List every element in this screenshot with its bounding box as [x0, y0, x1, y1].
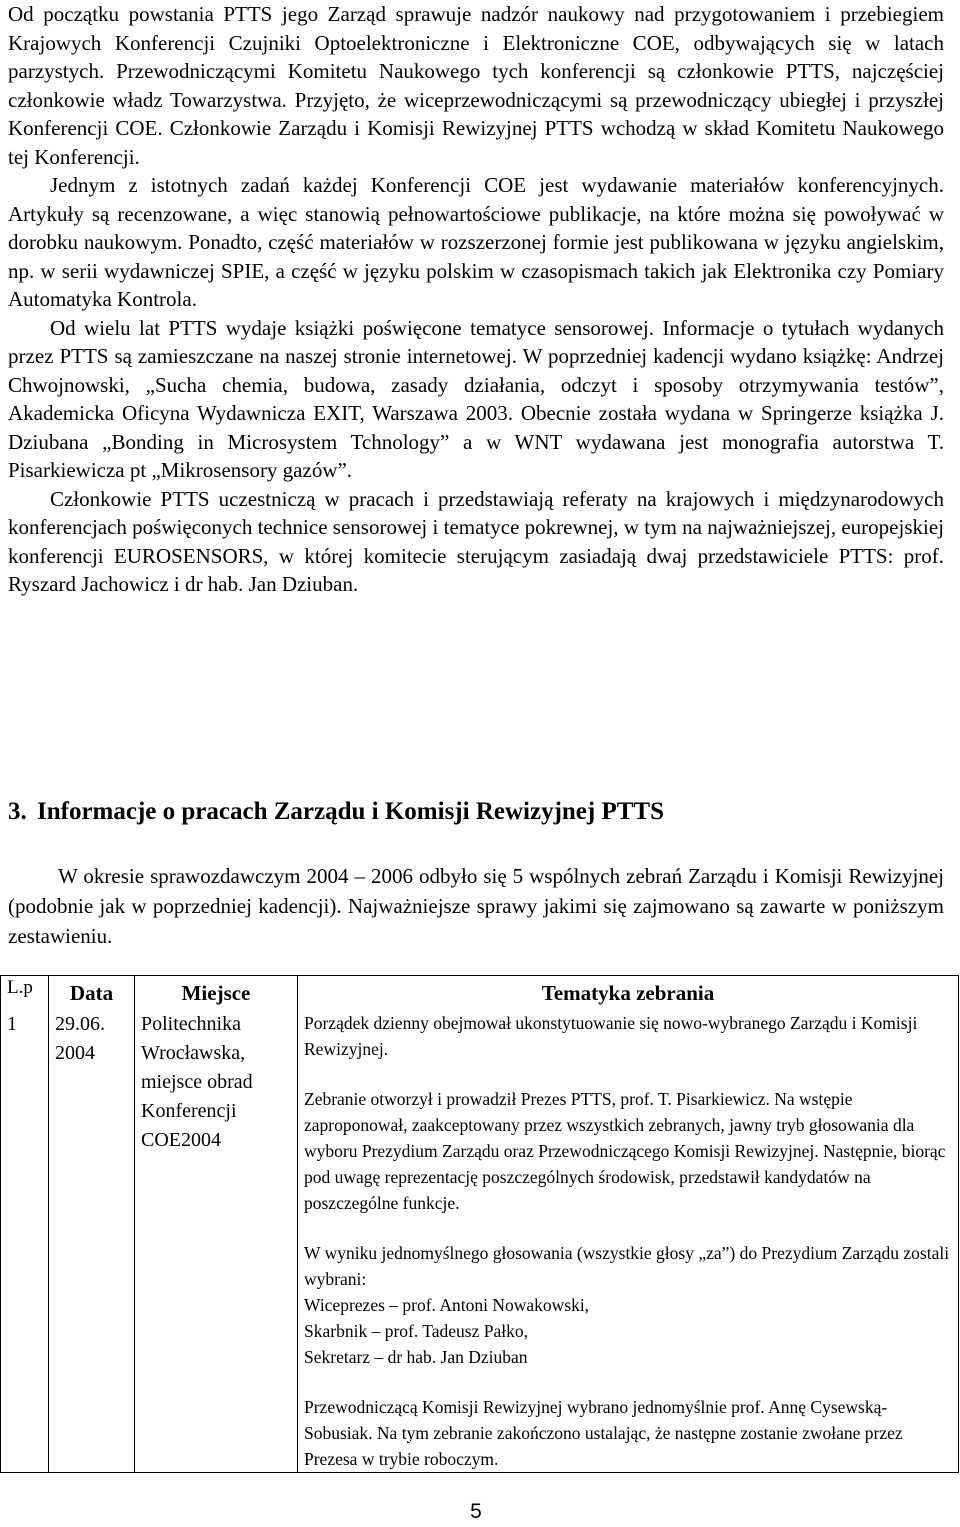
table-header-row: [1, 976, 959, 1011]
cell-date: 29.06. 2004: [49, 1010, 135, 1473]
page-number: 5: [470, 1500, 482, 1523]
section-heading: [8, 794, 948, 830]
topic-closing: Przewodniczącą Komisji Rewizyjnej wybrano jednomyślnie prof. Annę Cysewską-Sobusiak. Na tym zebranie zakończono ustalając, że następne zostanie zwołane przez Prezesa w trybie roboczym.: [304, 1397, 903, 1469]
header-topic: Tematyka zebrania: [298, 976, 959, 1011]
paragraph-international: Członkowie PTTS uczestniczą w pracach i przedstawiają referaty na krajowych i międzynarodowych konferencjach poświęconych technice sensorowej i tematyce pokrewnej, w tym na najważniejszej, europejskiej konferencji EUROSENSORS, w której komitecie sterującym zasiadają dwaj przedstawiciele PTTS: prof. Ryszard Jachowicz i dr hab. Jan Dziuban.: [8, 486, 944, 596]
body-text: [8, 0, 944, 599]
header-lp: L.p: [1, 976, 49, 1011]
vote-intro: W wyniku jednomyślnego głosowania (wszystkie głosy „za”) do Prezydium Zarządu zostali wybrani:: [304, 1243, 950, 1289]
vote-vice-president: Wiceprezes – prof. Antoni Nowakowski,: [304, 1295, 590, 1315]
meetings-table: [0, 975, 959, 1473]
section-title: Informacje o pracach Zarządu i Komisji Rewizyjnej PTTS: [37, 798, 665, 825]
table-row: [1, 1010, 959, 1473]
paragraph-books: Od wielu lat PTTS wydaje książki poświęcone tematyce sensorowej. Informacje o tytułach wydanych przez PTTS są zamieszczane na naszej stronie internetowej. W poprzedniej kadencji wydano książkę: Andrzej Chwojnowski, „Sucha chemia, budowa, zasady działania, odczyt i sposoby otrzymywania testów”, Akademicka Oficyna Wydawnicza EXIT, Warszawa 2003. Obecnie została wydana w Springerze książka J. Dziubana „Bonding in Microsystem Tchnology” a w WNT wydawana jest monografia autorstwa T. Pisarkiewicza pt „Mikrosensory gazów”.: [8, 315, 944, 482]
vote-secretary: Sekretarz – dr hab. Jan Dziuban: [304, 1347, 528, 1367]
cell-lp: 1: [1, 1010, 49, 1473]
paragraph-conference-materials: Jednym z istotnych zadań każdej Konferencji COE jest wydawanie materiałów konferencyjnych. Artykuły są recenzowane, a więc stanowią pełnowartościowe publikacje, na które można się powoływać w dorobku naukowym. Ponadto, część materiałów w rozszerzonej formie jest publikowana w języku angielskim, np. w serii wydawniczej SPIE, a część w języku polskim w czasopismach takich jak Elektronika czy Pomiary Automatyka Kontrola.: [8, 173, 944, 311]
header-place: Miejsce: [135, 976, 298, 1011]
section-number: 3.: [8, 798, 27, 825]
header-date: Data: [49, 976, 135, 1011]
paragraph-coe-conferences: Od początku powstania PTTS jego Zarząd sprawuje nadzór naukowy nad przygotowaniem i przebiegiem Krajowych Konferencji Czujniki Optoelektroniczne i Elektroniczne COE, odbywających się w latach parzystych. Przewodniczącymi Komitetu Naukowego tych konferencji są członkowie PTTS, najczęściej członkowie władz Towarzystwa. Przyjęto, że wiceprzewodniczącymi są przewodniczący ubiegłej i przyszłej Konferencji COE. Członkowie Zarządu i Komisji Rewizyjnej PTTS wchodzą w skład Komitetu Naukowego tej Konferencji.: [8, 2, 944, 169]
vote-treasurer: Skarbnik – prof. Tadeusz Pałko,: [304, 1321, 528, 1341]
topic-agenda: Porządek dzienny obejmował ukonstytuowanie się nowo-wybranego Zarządu i Komisji Rewizyjnej.: [304, 1013, 918, 1059]
topic-meeting-opening: Zebranie otworzył i prowadził Prezes PTTS, prof. T. Pisarkiewicz. Na wstępie zaproponował, zaakceptowany przez wszystkich zebranych, jawny tryb głosowania dla wyboru Prezydium Zarządu oraz Przewodniczącego Komisji Rewizyjnej. Następnie, biorąc pod uwagę reprezentację poszczególnych środowisk, przedstawił kandydatów na poszczególne funkcje.: [304, 1089, 946, 1213]
section-intro: W okresie sprawozdawczym 2004 – 2006 odbyło się 5 wspólnych zebrań Zarządu i Komisji Rewizyjnej (podobnie jak w poprzedniej kadencji). Najważniejsze sprawy jakimi się zajmowano są zawarte w poniższym zestawieniu.: [8, 864, 944, 948]
cell-topic: [298, 1010, 959, 1473]
topic-vote-result: [304, 1240, 952, 1370]
cell-place: Politechnika Wrocławska, miejsce obrad Konferencji COE2004: [135, 1010, 298, 1473]
